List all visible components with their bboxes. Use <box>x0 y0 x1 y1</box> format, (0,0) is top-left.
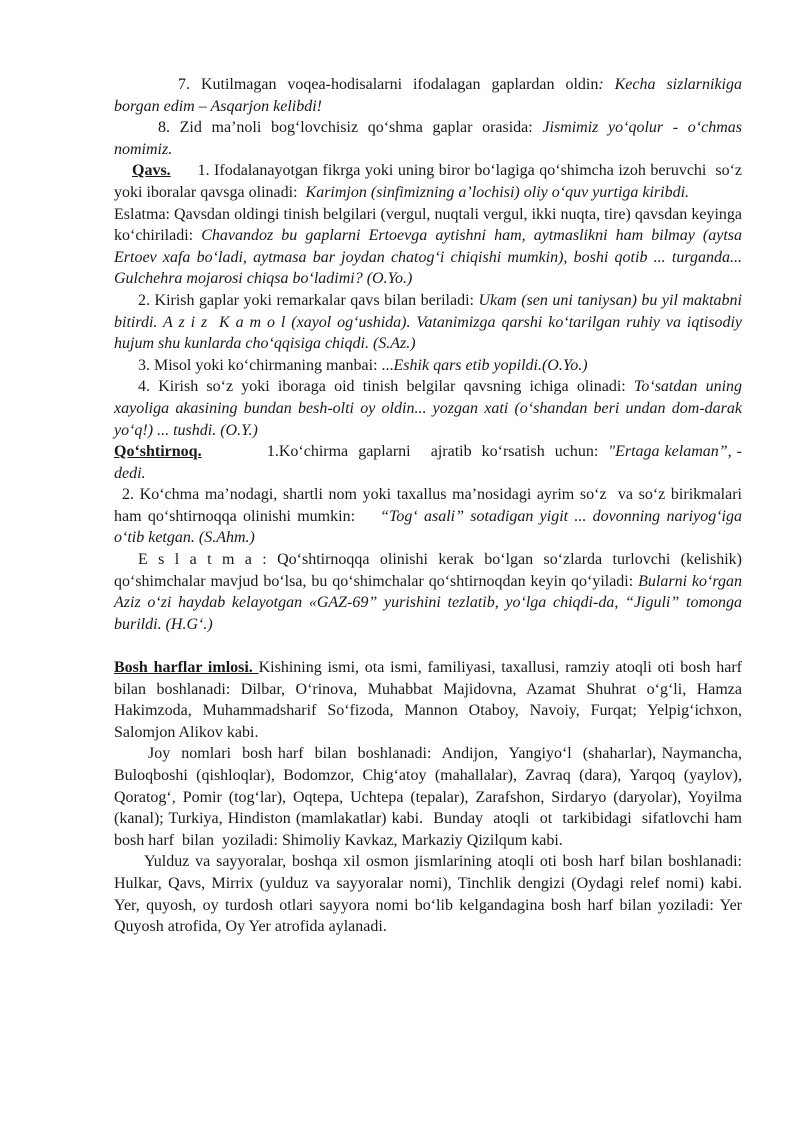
paragraph-qavs-1 <box>114 160 746 203</box>
paragraph-qavs-3 <box>114 355 742 377</box>
qavs-1-text: 1. Ifodalanayotgan fikrga yoki uning biror bo‘lagiga qo‘shimcha izoh beruvchi so‘z yoki iboralar qavsga olinadi: <box>114 162 746 201</box>
qavs-3-example: Eshik qars etib yopildi.(O.Yo.) <box>393 356 588 374</box>
eslatma-1-text: Eslatma: Qavsdan oldingi tinish belgilari (vergul, nuqtali vergul, ikki nuqta, tire) qavsdan keyinga ko‘chiriladi: <box>114 205 742 245</box>
rule-7-text: 7. Kutilmagan voqea-hodisalarni ifodalagan gaplardan oldin <box>178 76 599 93</box>
qavs-3-text: 3. Misol yoki ko‘chirmaning manbai: ... <box>138 356 394 374</box>
paragraph-qoshtirnoq-1 <box>114 441 742 484</box>
qavs-2-text: 2. Kirish gaplar yoki remarkalar qavs bilan beriladi: <box>138 291 479 309</box>
qoshtirnoq-1-example: "Ertaga kelaman”, - dedi. <box>114 443 742 482</box>
qavs-4-example: To‘satdan uning xayoliga akasining bundan besh-olti oy oldin... yozgan xati (o‘shandan beri undan dom-darak yo‘q!) ... tushdi. (O.Y.) <box>114 378 743 439</box>
paragraph-rule-7 <box>114 74 742 117</box>
bosh-harflar-text: Kishining ismi, ota ismi, familiyasi, taxallusi, ramziy atoqli oti bosh harf bilan boshlanadi: Dilbar, O‘rinova, Muhabbat Majidovna, Azamat Shuhrat o‘g‘li, Hamza Hakimzoda, Muhammadsharif So‘fizoda, Mannon Otaboy, Navoiy, Furqat; Yelpig‘ichxon, Salomjon Alikov kabi. <box>114 659 743 741</box>
paragraph-qavs-2 <box>114 290 742 355</box>
eslatma-2-example: Bularni ko‘rgan Aziz o‘zi haydab kelayotgan «GAZ-69” yurishini tezlatib, yo‘lga chiqdi-da, “Jiguli” tomonga burildi. (H.G‘.) <box>114 572 742 633</box>
qavs-2-example-a: Ukam (sen uni taniysan) bu yil maktabni bitirdi. <box>114 291 742 331</box>
qoshtirnoq-2-text: 2. Ko‘chma ma’nodagi, shartli nom yoki taxallus ma’nosidagi ayrim so‘z va so‘z birikmalari ham qo‘shtirnoqqa olinishi mumkin: <box>114 486 746 525</box>
paragraph-yulduz: Yulduz va sayyoralar, boshqa xil osmon jismlarining atoqli oti bosh harf bilan boshlanadi: Hulkar, Qavs, Mirrix (yulduz va sayyoralar nomi), Tinchlik dengizi (Oydagi relef nomi) kabi. Yer, quyosh, oy turdosh otlari sayyora nomi bo‘lib kelgandagina bosh harf bilan yoziladi: Yer Quyosh atrofida, Oy Yer atrofida aylanadi. <box>114 853 742 936</box>
paragraph-qavs-4 <box>114 376 742 441</box>
paragraph-bosh-harflar <box>114 657 742 743</box>
paragraph-eslatma-1 <box>114 204 742 290</box>
paragraph-qoshtirnoq-2 <box>114 484 746 549</box>
qavs-2-example-b: (xayol og‘ushida). Vatanimizga qarshi ko‘tarilgan ruhiy va iqtisodiy hujum shu kunlarda cho‘qqisiga chiqdi. (S.Az.) <box>114 313 742 353</box>
document-page <box>114 74 750 938</box>
section-heading-qoshtirnoq: Qo‘shtirnoq. <box>114 443 202 461</box>
qoshtirnoq-1-text: 1.Ko‘chirma gaplarni ajratib ko‘rsatish uchun: <box>201 443 609 461</box>
qoshtirnoq-2-example: “Tog‘ asali” sotadigan yigit ... dovonning nariyog‘iga o‘tib ketgan. (S.Ahm.) <box>114 507 742 547</box>
eslatma-1-example: Chavandoz bu gaplarni Ertoevga aytishni ham, aytmaslikni ham bilmay (aytsa Ertoev xafa bo‘ladi, aytmasa bar joydan chatog‘i chiqishi mumkin), boshi qotib ... turganda... Gulchehra mojarosi chiqsa bo‘ladimi? (O.Yo.) <box>114 227 742 288</box>
rule-8-example: Jismimiz yo‘qolur - o‘chmas nomimiz. <box>114 119 742 158</box>
rule-8-text: 8. Zid ma’noli bog‘lovchisiz qo‘shma gaplar orasida: <box>158 119 543 137</box>
paragraph-rule-8 <box>114 117 742 160</box>
rule-7-example: : Kecha sizlarnikiga borgan edim – Asqarjon kelibdi! <box>114 76 743 115</box>
paragraph-eslatma-2 <box>114 549 742 635</box>
blank-line <box>114 635 742 657</box>
section-heading-qavs: Qavs. <box>132 162 171 180</box>
paragraph-joy-nomlari: Joy nomlari bosh harf bilan boshlanadi: Andijon, Yangiyo‘l (shaharlar), Naymancha, Buloqboshi (qishloqlar), Bodomzor, Chig‘atoy (mahallalar), Zavraq (dara), Yarqoq (yaylov), Qoratog‘, Pomir (tog‘lar), Oqtepa, Uchtepa (tepalar), Zarafshon, Sirdaryo (daryolar), Yoyilma (kanal); Turkiya, Hindiston (mamlakatlar) kabi. Bunday atoqli ot tarkibidagi sifatlovchi ham bosh harf bilan yoziladi: Shimoliy Kavkaz, Markaziy Qizilqum kabi. <box>114 745 750 849</box>
qavs-4-text: 4. Kirish so‘z yoki iboraga oid tinish belgilar qavsning ichiga olinadi: <box>138 378 634 396</box>
qavs-1-example: Karimjon (sinfimizning a’lochisi) oliy o‘quv yurtiga kiribdi. <box>305 183 690 201</box>
section-heading-bosh-harflar: Bosh harflar imlosi. <box>114 659 259 677</box>
eslatma-2-text: E s l a t m a : Qo‘shtirnoqqa olinishi kerak bo‘lgan so‘zlarda turlovchi (kelishik) qo‘shimchalar mavjud bo‘lsa, bu qo‘shimchalar qo‘shtirnoqdan keyin qo‘yiladi: <box>114 551 742 590</box>
qavs-2-example-name: A z i z K a m o l <box>163 313 286 331</box>
